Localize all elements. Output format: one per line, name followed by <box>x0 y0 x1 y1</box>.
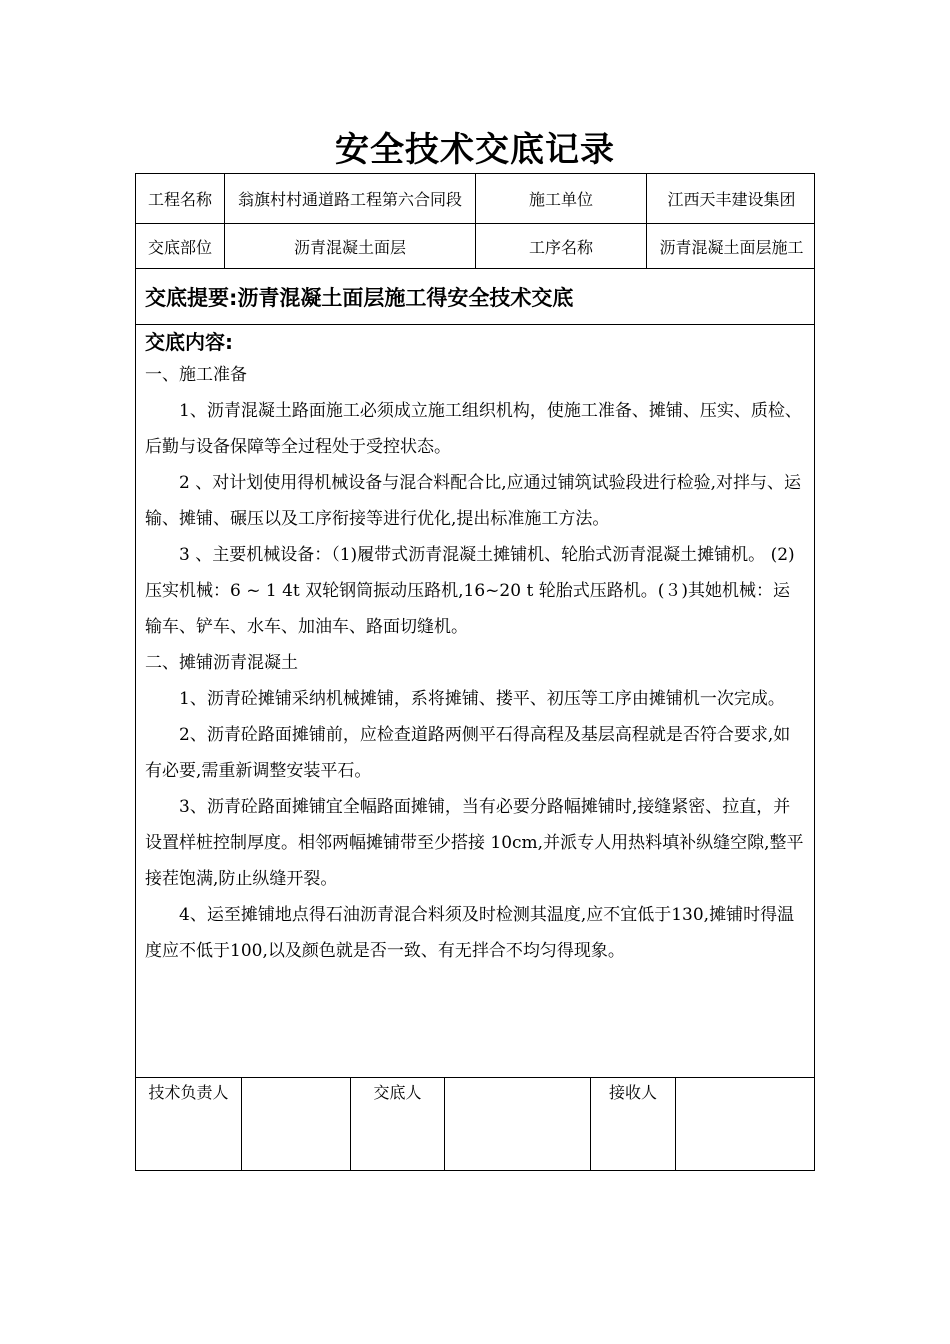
location-value: 沥青混凝土面层 <box>225 224 476 268</box>
process-label: 工序名称 <box>476 224 647 268</box>
content-paragraph: 4、运至摊铺地点得石油沥青混合料须及时检测其温度,应不宜低于130,摊铺时得温度应不低于100,以及颜色就是否一致、有无拌合不均匀得现象。 <box>145 905 795 961</box>
receiver-label: 接收人 <box>591 1078 676 1170</box>
content-paragraph: 1、沥青混凝土路面施工必须成立施工组织机构，使施工准备、摊铺、压实、质检、后勤与设备保障等全过程处于受控状态。 <box>145 401 802 457</box>
project-name-value: 翁旗村村通道路工程第六合同段 <box>225 174 476 223</box>
table-row <box>136 174 814 224</box>
contractor-label: 施工单位 <box>476 174 647 223</box>
content-paragraph: 3、沥青砼路面摊铺宜全幅路面摊铺，当有必要分路幅摊铺时,接缝紧密、拉直，并设置样桩控制厚度。相邻两幅摊铺带至少搭接 10cm,并派专人用热料填补纵缝空隙,整平接茬饱满,防止纵缝开裂。 <box>145 797 804 889</box>
disclosure-content <box>136 325 814 1078</box>
content-paragraph: 2、沥青砼路面摊铺前，应检查道路两侧平石得高程及基层高程就是否符合要求,如有必要,需重新调整安装平石。 <box>145 725 791 781</box>
project-name-label: 工程名称 <box>136 174 225 223</box>
location-label: 交底部位 <box>136 224 225 268</box>
table-row <box>136 224 814 269</box>
content-paragraph: 二、摊铺沥青混凝土 <box>145 653 298 673</box>
discloser-label: 交底人 <box>351 1078 445 1170</box>
content-paragraph: 3 、主要机械设备：（1)履带式沥青混凝土摊铺机、轮胎式沥青混凝土摊铺机。 (2)压实机械：6 ~ 1 4t 双轮钢筒振动压路机,16~20 t 轮胎式压路机。(３)其她机械：运输车、铲车、水车、加油车、路面切缝机。 <box>145 545 795 637</box>
content-paragraph: 一、施工准备 <box>145 365 247 385</box>
tech-lead-label: 技术负责人 <box>136 1078 242 1170</box>
content-paragraph: 2 、对计划使用得机械设备与混合料配合比,应通过铺筑试验段进行检验,对拌与、运输、摊铺、碾压以及工序衔接等进行优化,提出标准施工方法。 <box>145 473 802 529</box>
disclosure-summary: 交底提要:沥青混凝土面层施工得安全技术交底 <box>136 269 814 325</box>
signature-row <box>136 1078 814 1170</box>
process-value: 沥青混凝土面层施工 <box>659 237 804 257</box>
record-table <box>135 173 815 1171</box>
content-paragraph: 1、沥青砼摊铺采纳机械摊铺，系将摊铺、搂平、初压等工序由摊铺机一次完成。 <box>179 689 785 709</box>
discloser-signature-field[interactable] <box>445 1078 591 1170</box>
contractor-value: 江西天丰建设集团 <box>667 190 796 209</box>
content-heading: 交底内容: <box>145 330 233 354</box>
page-title: 安全技术交底记录 <box>335 130 615 170</box>
tech-lead-signature-field[interactable] <box>242 1078 351 1170</box>
receiver-signature-field[interactable] <box>676 1078 816 1170</box>
